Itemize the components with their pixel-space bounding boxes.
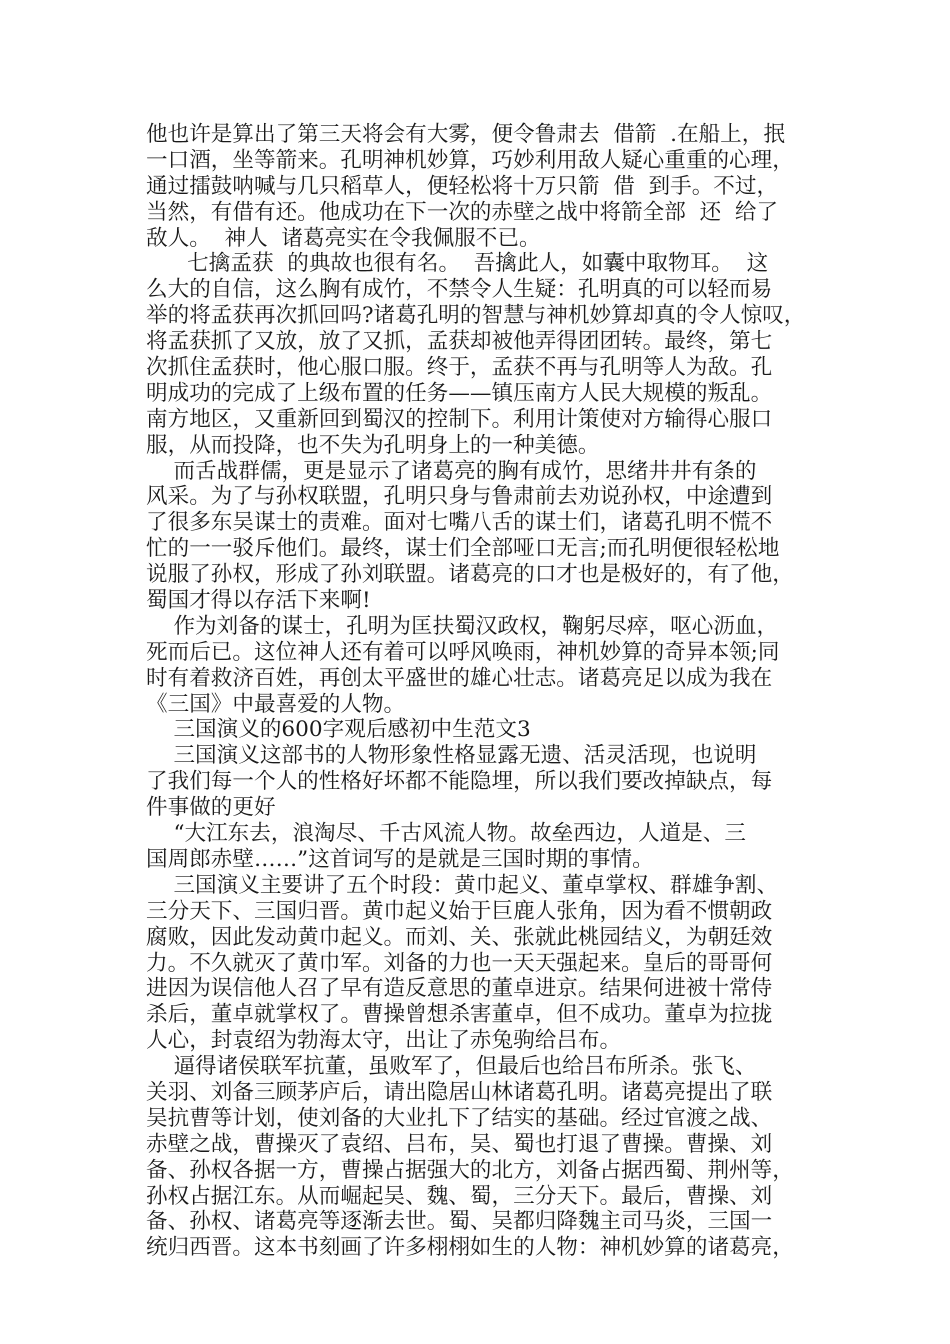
text-line: 服，从而投降，也不失为孔明身上的一种美德。 (146, 432, 600, 458)
text-line: 举的将孟获再次抓回吗?诸葛孔明的智慧与神机妙算却真的令人惊叹， (146, 303, 806, 329)
section-title: 三国演义的600字观后感初中生范文3 (146, 717, 531, 743)
text-line: 三国演义这部书的人物形象性格显露无遗、活灵活现，也说明 (146, 743, 757, 769)
text-line: 统归西晋。这本书刻画了许多栩栩如生的人物：神机妙算的诸葛亮， (146, 1235, 794, 1261)
text-line: 国周郎赤壁……”这首词写的是就是三国时期的事情。 (146, 846, 654, 872)
text-line: 次抓住孟获时，他心服口服。终于，孟获不再与孔明等人为敌。孔 (146, 355, 773, 381)
text-line: 人心，封袁绍为勃海太守，出让了赤兔驹给吕布。 (146, 1028, 622, 1054)
text-line: 进因为误信他人召了早有造反意思的董卓进京。结果何进被十常侍 (146, 976, 773, 1002)
text-line: 说服了孙权，形成了孙刘联盟。诸葛亮的口才也是极好的，有了他， (146, 562, 794, 588)
text-line: 南方地区，又重新回到蜀汉的控制下。利用计策使对方输得心服口 (146, 406, 773, 432)
text-line: 风采。为了与孙权联盟，孔明只身与鲁肃前去劝说孙权，中途遭到 (146, 484, 773, 510)
text-line: 他也许是算出了第三天将会有大雾，便令鲁肃去 借箭 .在船上，抿 (146, 122, 785, 147)
text-line: 作为刘备的谋士，孔明为匡扶蜀汉政权，鞠躬尽瘁，呕心沥血， (146, 613, 779, 639)
text-line: 了很多东吴谋士的责难。面对七嘴八舌的谋士们，诸葛孔明不慌不 (146, 510, 773, 536)
text-line: 忙的一一驳斥他们。最终，谋士们全部哑口无言;而孔明便很轻松地 (146, 536, 780, 562)
text-line: 蜀国才得以存活下来啊! (146, 588, 371, 614)
text-line: 腐败，因此发动黄巾起义。而刘、关、张就此桃园结义，为朝廷效 (146, 924, 773, 950)
text-line: 死而后已。这位神人还有着可以呼风唤雨，神机妙算的奇异本领;同 (146, 639, 780, 665)
text-line: 吴抗曹等计划，使刘备的大业扎下了结实的基础。经过官渡之战、 (146, 1105, 773, 1131)
text-line: 三分天下、三国归晋。黄巾起义始于巨鹿人张角，因为看不惯朝政 (146, 898, 773, 924)
text-line: 逼得诸侯联军抗董，虽败军了，但最后也给吕布所杀。张飞、 (146, 1054, 757, 1080)
text-line: 杀后，董卓就掌权了。曹操曾想杀害董卓，但不成功。董卓为拉拢 (146, 1002, 773, 1028)
text-line: 么大的自信，这么胸有成竹，不禁令人生疑：孔明真的可以轻而易 (146, 277, 773, 303)
essay-text (146, 122, 826, 1261)
text-line: 通过擂鼓呐喊与几只稻草人，便轻松将十万只箭 借 到手。不过， (146, 173, 779, 199)
text-line: 三国演义主要讲了五个时段：黄巾起义、董卓掌权、群雄争割、 (146, 872, 779, 898)
text-line: 时有着救济百姓，再创太平盛世的雄心壮志。诸葛亮足以成为我在 (146, 665, 773, 691)
text-line: 关羽、刘备三顾茅庐后，请出隐居山林诸葛孔明。诸葛亮提出了联 (146, 1079, 773, 1105)
text-line: 赤壁之战，曹操灭了袁绍、吕布，吴、蜀也打退了曹操。曹操、刘 (146, 1131, 773, 1157)
text-line: 一口酒，坐等箭来。孔明神机妙算，巧妙利用敌人疑心重重的心理， (146, 147, 794, 173)
text-line: 件事做的更好 (146, 795, 276, 821)
text-line: 明成功的完成了上级布置的任务——镇压南方人民大规模的叛乱。 (146, 380, 773, 406)
text-line: 孙权占据江东。从而崛起吴、魏、蜀，三分天下。最后，曹操、刘 (146, 1183, 773, 1209)
text-line: 而舌战群儒，更是显示了诸葛亮的胸有成竹，思绪井井有条的 (146, 458, 757, 484)
text-line: 《三国》中最喜爱的人物。 (146, 691, 406, 717)
text-line: 将孟获抓了又放，放了又抓，孟获却被他弄得团团转。最终，第七 (146, 329, 773, 355)
text-line: 力。不久就灭了黄巾军。刘备的力也一天天强起来。皇后的哥哥何 (146, 950, 773, 976)
text-line: 了我们每一个人的性格好坏都不能隐埋，所以我们要改掉缺点，每 (146, 769, 773, 795)
text-line: 敌人。 神人 诸葛亮实在令我佩服不已。 (146, 225, 541, 251)
text-line: 当然，有借有还。他成功在下一次的赤壁之战中将箭全部 还 给了 (146, 199, 779, 225)
text-line: 七擒孟获 的典故也很有名。 吾擒此人，如囊中取物耳。 这 (146, 251, 769, 277)
text-line: “大江东去，浪淘尽、千古风流人物。故垒西边，人道是、三 (146, 821, 746, 847)
text-line: 备、孙权各据一方，曹操占据强大的北方，刘备占据西蜀、荆州等， (146, 1157, 794, 1183)
text-line: 备、孙权、诸葛亮等逐渐去世。蜀、吴都归降魏主司马炎，三国一 (146, 1209, 773, 1235)
